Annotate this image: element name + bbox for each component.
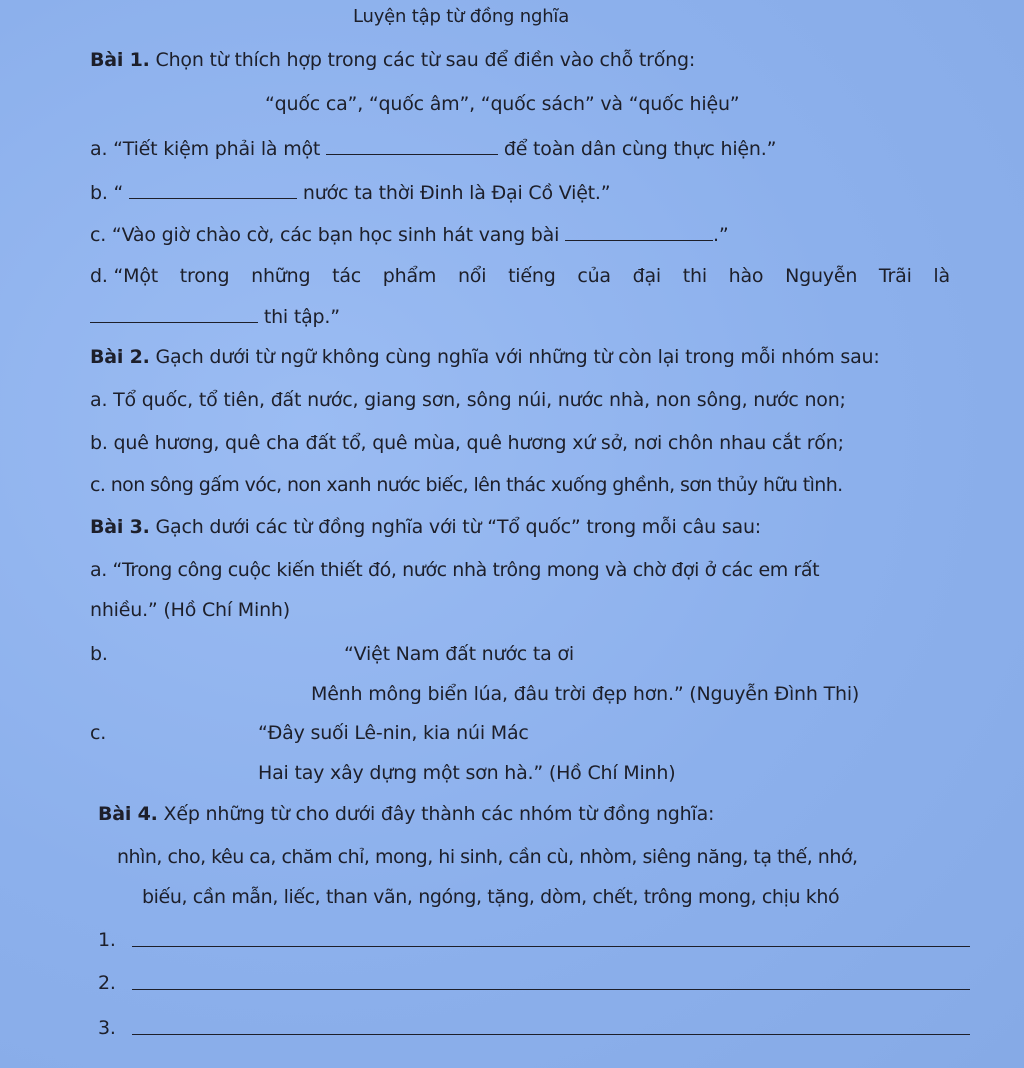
- item-b-blank[interactable]: [129, 180, 297, 199]
- exercise-1-instruction: Chọn từ thích hợp trong các từ sau để điền vào chỗ trống:: [155, 49, 696, 71]
- exercise-3-item-a-line1: a. “Trong công cuộc kiến thiết đó, nước nhà trông mong và chờ đợi ở các em rất: [90, 559, 820, 581]
- exercise-1-heading: [90, 48, 695, 72]
- item-d-word: phẩm: [382, 265, 437, 287]
- exercise-2-item-b: b. quê hương, quê cha đất tổ, quê mùa, quê hương xứ sở, nơi chôn nhau cắt rốn;: [90, 432, 844, 454]
- answer-label-2: 2.: [98, 972, 116, 994]
- exercise-2-instruction: Gạch dưới từ ngữ không cùng nghĩa với những từ còn lại trong mỗi nhóm sau:: [155, 346, 880, 368]
- exercise-3-label: Bài 3.: [90, 516, 150, 538]
- exercise-2-item-a: a. Tổ quốc, tổ tiên, đất nước, giang sơn, sông núi, nước nhà, non sông, nước non;: [90, 389, 846, 411]
- exercise-2-heading: [90, 345, 880, 369]
- exercise-4-words-line2: biếu, cần mẫn, liếc, than vãn, ngóng, tặng, dòm, chết, trông mong, chịu khó: [142, 886, 840, 908]
- item-d-word: thi: [682, 265, 707, 287]
- exercise-1-choices: “quốc ca”, “quốc âm”, “quốc sách” và “quốc hiệu”: [265, 93, 740, 115]
- exercise-1-label: Bài 1.: [90, 49, 150, 71]
- exercise-3-heading: [90, 515, 761, 539]
- answer-label-3: 3.: [98, 1017, 116, 1039]
- page-title: Luyện tập từ đồng nghĩa: [353, 6, 570, 27]
- exercise-1-item-b: [90, 180, 610, 205]
- exercise-3-item-c-label: c.: [90, 722, 107, 744]
- exercise-3-instruction: Gạch dưới các từ đồng nghĩa với từ “Tổ quốc” trong mỗi câu sau:: [155, 516, 762, 538]
- item-d-word: d. “Một: [90, 265, 159, 287]
- exercise-3-item-b-line2: Mênh mông biển lúa, đâu trời đẹp hơn.” (Nguyễn Đình Thi): [311, 683, 860, 705]
- exercise-3-item-c-line2: Hai tay xây dựng một sơn hà.” (Hồ Chí Minh): [258, 762, 676, 784]
- item-a-suffix: để toàn dân cùng thực hiện.”: [503, 138, 777, 160]
- item-d-word: trong: [179, 265, 230, 287]
- item-c-blank[interactable]: [565, 222, 713, 241]
- item-d-word: Nguyễn: [785, 265, 858, 287]
- item-d-word: của: [577, 265, 611, 287]
- exercise-3-item-c-line1: “Đây suối Lê-nin, kia núi Mác: [258, 722, 529, 744]
- answer-line-1[interactable]: [132, 946, 970, 947]
- exercise-1-item-d-line2: [90, 304, 340, 329]
- exercise-4-heading: [98, 802, 714, 826]
- exercise-3-item-a-line2: nhiều.” (Hồ Chí Minh): [90, 599, 290, 621]
- item-d-word: tác: [332, 265, 362, 287]
- exercise-3-item-b-line1: “Việt Nam đất nước ta ơi: [344, 643, 574, 665]
- item-d-word: nổi: [457, 265, 487, 287]
- item-d-word: đại: [632, 265, 661, 287]
- item-c-suffix: .”: [713, 224, 729, 246]
- exercise-4-words-line1: nhìn, cho, kêu ca, chăm chỉ, mong, hi sinh, cần cù, nhòm, siêng năng, tạ thế, nhớ,: [117, 846, 858, 868]
- item-b-suffix: nước ta thời Đinh là Đại Cồ Việt.”: [302, 182, 611, 204]
- item-d-suffix: thi tập.”: [263, 306, 340, 328]
- exercise-1-item-d-line1: [90, 264, 950, 288]
- item-a-prefix: a. “Tiết kiệm phải là một: [90, 138, 321, 160]
- exercise-1-item-a: [90, 136, 776, 161]
- exercise-3-item-b-label: b.: [90, 643, 108, 665]
- exercise-2-item-c: c. non sông gấm vóc, non xanh nước biếc, lên thác xuống ghềnh, sơn thủy hữu tình.: [90, 474, 843, 496]
- answer-line-2[interactable]: [132, 989, 970, 990]
- item-d-word: Trãi: [878, 265, 912, 287]
- exercise-1-item-c: [90, 222, 728, 247]
- item-d-word: những: [251, 265, 311, 287]
- exercise-4-instruction: Xếp những từ cho dưới đây thành các nhóm từ đồng nghĩa:: [163, 803, 715, 825]
- item-d-blank[interactable]: [90, 304, 258, 323]
- answer-line-3[interactable]: [132, 1034, 970, 1035]
- item-d-word: tiếng: [508, 265, 556, 287]
- item-c-prefix: c. “Vào giờ chào cờ, các bạn học sinh hát vang bài: [90, 224, 560, 246]
- answer-label-1: 1.: [98, 929, 116, 951]
- exercise-4-label: Bài 4.: [98, 803, 158, 825]
- item-d-word: là: [933, 265, 950, 287]
- item-b-prefix: b. “: [90, 182, 124, 204]
- item-a-blank[interactable]: [326, 136, 498, 155]
- exercise-2-label: Bài 2.: [90, 346, 150, 368]
- item-d-word: hào: [728, 265, 764, 287]
